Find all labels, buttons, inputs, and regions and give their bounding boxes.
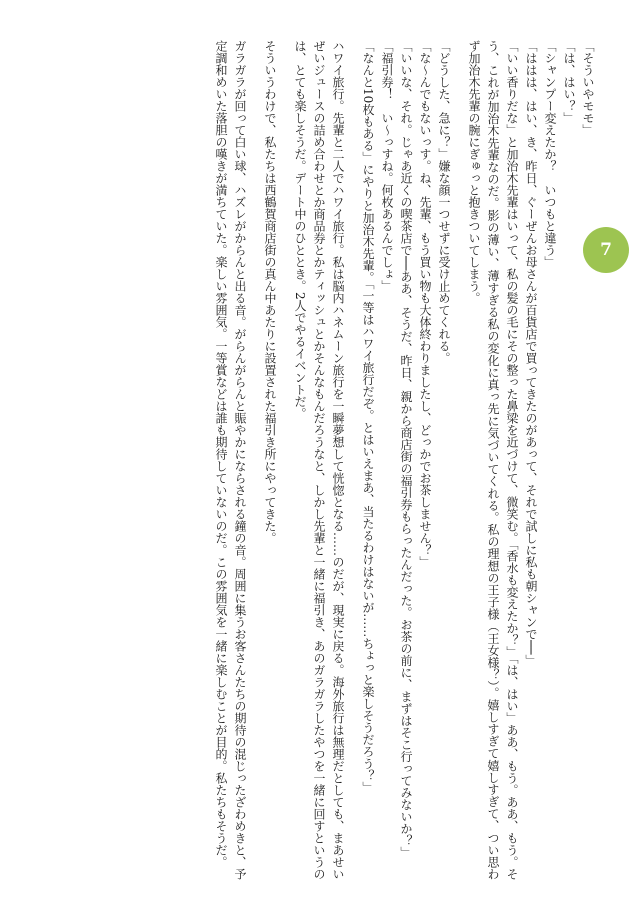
text-line: 「な～んでもないっす。ね、先輩、もう買い物も大体終わりましたし、どっかでお茶しません？」	[418, 40, 432, 568]
text-line: ハワイ旅行。先輩と二人でハワイ旅行。私は脳内ハネムーン旅行を一瞬夢想して恍惚となる……のだが、現実に戻る。海外旅行は無理だとしても、まあせいぜいジュースの詰め合わせとか商品券とかティッシュとかそんなもんだろうなと、しかし先輩と一緒に福引き、あのガラガラしたやつを一緒に回すというのは、とても楽しそうだ。デート中のひととき。2人でやるイベントだ。	[293, 40, 345, 880]
page-number-badge	[583, 227, 629, 273]
text-line: 「そういやモモ」	[581, 40, 595, 136]
text-line: 「いいな、それ。じゃあ近くの喫茶店で──ああ、そうだ、昨日、親から商店街の福引券もらったんだった。お茶の前に、まずはそこ行ってみないか？」	[399, 40, 413, 859]
text-line: 「福引券！ い～っすね。何枚あるんでしょ」	[380, 40, 394, 292]
paragraph-gap	[347, 40, 358, 880]
paragraph-gap	[279, 40, 290, 880]
text-line: 「なんと10枚もある」にやりと加治木先輩。「一等はハワイ旅行だぞ。とはいえまあ、当たるわけはないが……ちょっと楽しそうだろう？」	[361, 40, 375, 794]
text-line: 「ははは、はい、き、昨日、ぐーぜんお母さんが百貨店で買ってきたのがあって、それで試しに私も朝シャンで──」	[524, 40, 538, 667]
text-line: ガラガラが回って白い球、ハズレがからんと出る音。がらんがらんと賑やかにならされる鐘の音。周囲に集うお客さんたちの期待の混じったざわめきと、予定調和めいた落胆の嘆きが満ちていた。楽しい雰囲気。一等賞などは誰も期待していないのだ。この雰囲気を一緒に楽しむことが目的。私たちもそうだ。	[214, 40, 247, 880]
text-line: 「いい香りだな」と加治木先輩はいって、私の髪の毛にその整った鼻梁を近づけて、微笑む。「香水も変えたか？」「は、はい」ああ、もう。ああ、もう。そう、これが加治木先輩なのだ。影の薄い、薄すぎる私の変化に真っ先に気づいてくれる。私の理想の王子様（王女様？）。嬉しすぎて嬉しすぎて、つい思わず加治木先輩の腕にぎゅっと抱きついてしまう。	[467, 40, 519, 880]
text-line: 「どうした、急に？」嫌な顔一つせずに受け止めてくれる。	[437, 40, 451, 364]
text-line: 「シャンプー変えたか？ いつもと違う」	[543, 40, 557, 268]
paragraph-gap	[453, 40, 464, 880]
page-number: 7	[600, 240, 612, 260]
text-line: 「は、はい？」	[562, 40, 576, 124]
text-line: そういうわけで、私たちは西鶴賀商店街の真ん中あたりに設置された福引き所にやってきた。	[263, 40, 277, 544]
paragraph-gap	[249, 40, 260, 880]
vertical-text-body	[211, 40, 597, 880]
